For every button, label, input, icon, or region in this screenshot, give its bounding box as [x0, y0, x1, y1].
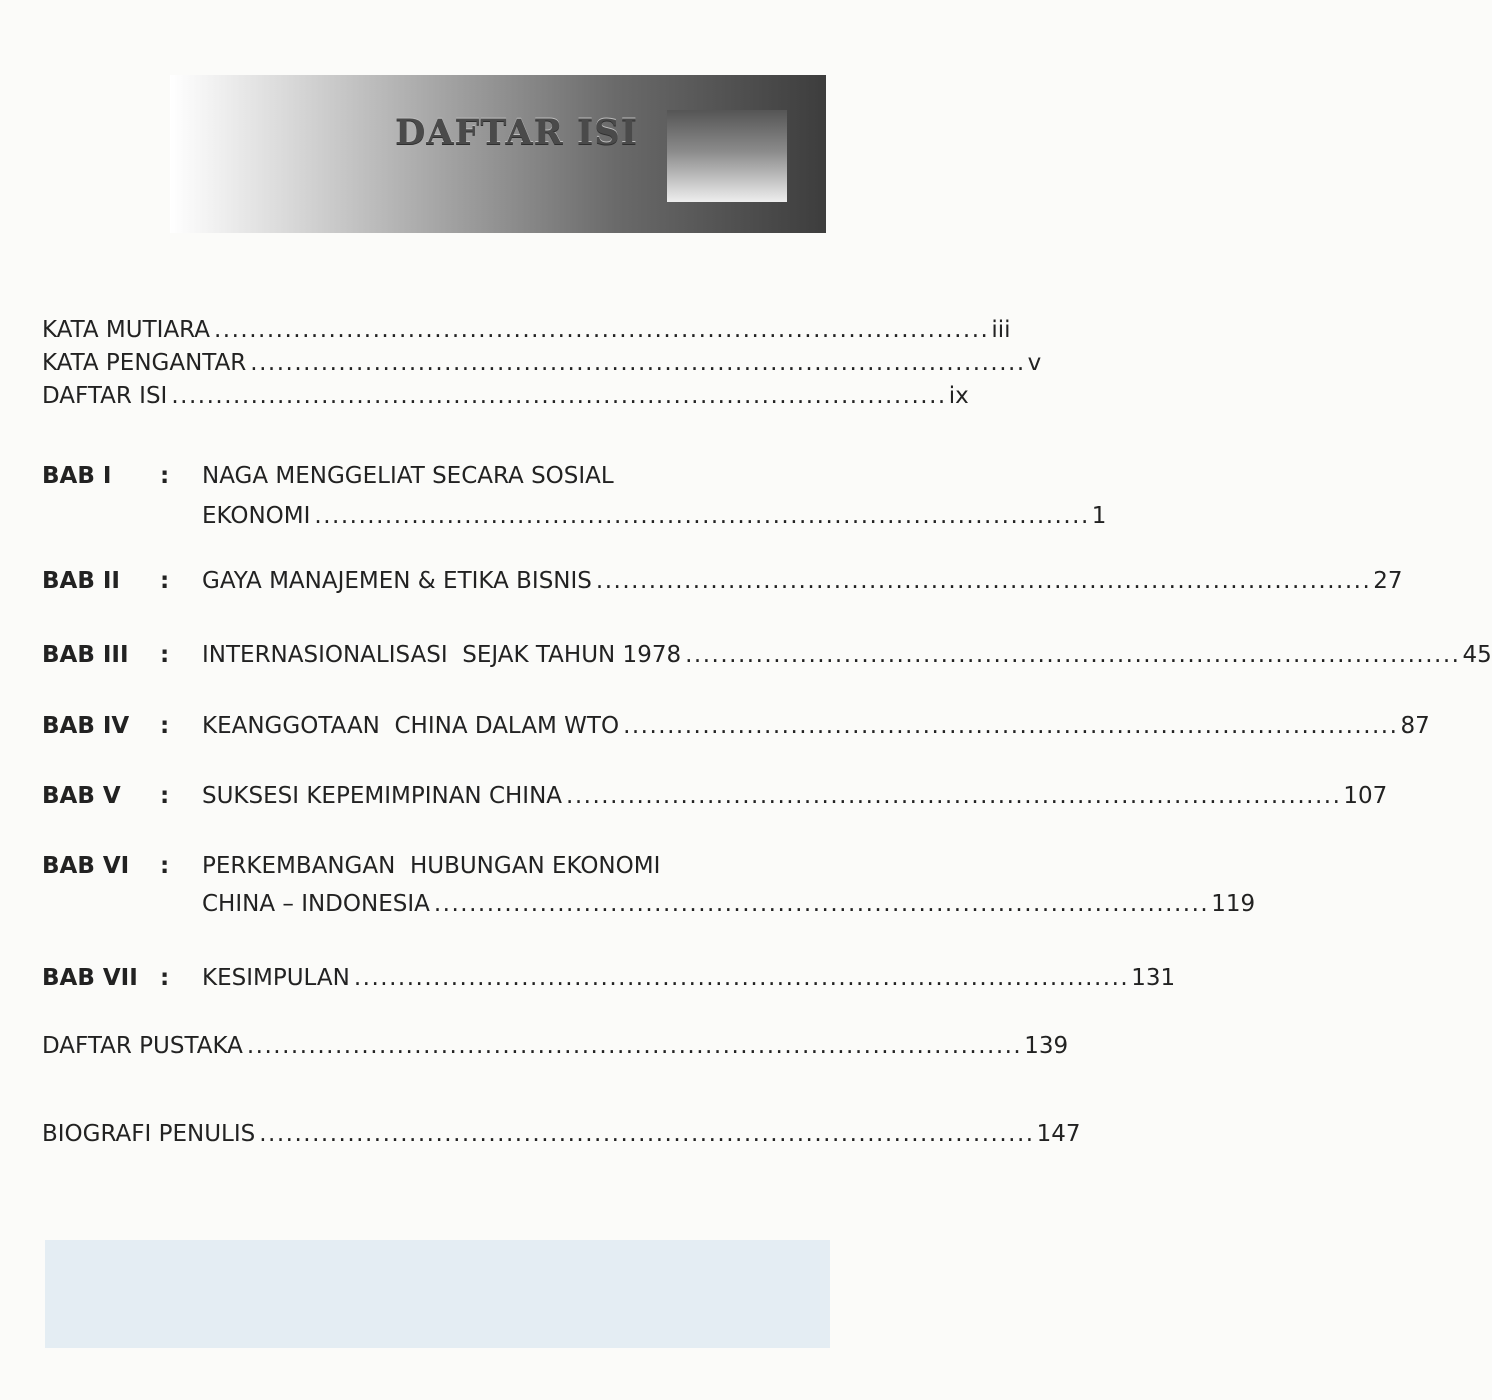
dot-leader: ........................................................................................ — [353, 965, 1130, 991]
toc-entry-label: BIOGRAFI PENULIS — [42, 1121, 256, 1147]
chapter-title: EKONOMI — [202, 503, 311, 529]
chapter-colon: : — [160, 568, 170, 594]
dot-leader: ........................................................................................ — [259, 1121, 1035, 1147]
dot-leader: ........................................................................................ — [246, 1033, 1023, 1059]
dot-leader: ........................................................................................ — [314, 503, 1090, 529]
chapter-number: BAB VII — [42, 965, 138, 991]
banner-decoration-box — [667, 110, 787, 202]
chapter-title-line1: PERKEMBANGAN HUBUNGAN EKONOMI — [202, 853, 661, 879]
toc-page-number: 87 — [1400, 713, 1430, 739]
chapter-number: BAB IV — [42, 713, 130, 739]
toc-entry-label: DAFTAR ISI — [42, 383, 168, 409]
page-title: DAFTAR ISI — [395, 112, 638, 153]
toc-entry-daftar-isi[interactable] — [42, 380, 969, 412]
chapter-number: BAB II — [42, 568, 120, 594]
toc-page-number: 27 — [1373, 568, 1403, 594]
chapter-colon: : — [160, 463, 170, 489]
toc-entry-bab-2[interactable] — [42, 565, 1403, 597]
toc-page-number: 45 — [1462, 642, 1492, 668]
chapter-colon: : — [160, 965, 170, 991]
dot-leader: ........................................................................................ — [566, 783, 1342, 809]
chapter-number: BAB III — [42, 642, 129, 668]
chapter-colon: : — [160, 853, 170, 879]
toc-entry-bab-5[interactable] — [42, 780, 1388, 812]
chapter-title: INTERNASIONALISASI SEJAK TAHUN 1978 — [202, 642, 682, 668]
toc-entry-bab-1[interactable] — [42, 460, 1107, 532]
toc-entry-label: KATA MUTIARA — [42, 317, 210, 343]
chapter-number: BAB V — [42, 783, 121, 809]
dot-leader: ........................................................................................ — [623, 713, 1399, 739]
toc-entry-bab-7[interactable] — [42, 962, 1176, 994]
chapter-title: KEANGGOTAAN CHINA DALAM WTO — [202, 713, 620, 739]
toc-page-number: 131 — [1131, 965, 1176, 991]
toc-entry-label: KATA PENGANTAR — [42, 350, 247, 376]
toc-page-number: 107 — [1343, 783, 1388, 809]
chapter-title: GAYA MANAJEMEN & ETIKA BISNIS — [202, 568, 592, 594]
dot-leader: ........................................................................................ — [595, 568, 1372, 594]
chapter-colon: : — [160, 713, 170, 739]
chapter-number: BAB VI — [42, 853, 130, 879]
toc-entry-daftar-pustaka[interactable] — [42, 1030, 1069, 1062]
toc-page-number: v — [1027, 350, 1042, 376]
dot-leader: ........................................................................................ — [250, 350, 1026, 376]
toc-page-number: 139 — [1024, 1033, 1069, 1059]
toc-entry-kata-pengantar[interactable] — [42, 347, 1042, 379]
dot-leader: ........................................................................................ — [685, 642, 1461, 668]
chapter-title: KESIMPULAN — [202, 965, 350, 991]
chapter-number: BAB I — [42, 463, 112, 489]
dot-leader: ........................................................................................ — [213, 317, 990, 343]
chapter-title: SUKSESI KEPEMIMPINAN CHINA — [202, 783, 563, 809]
toc-page-number: ix — [948, 383, 969, 409]
chapter-colon: : — [160, 783, 170, 809]
toc-entry-biografi-penulis[interactable] — [42, 1118, 1081, 1150]
toc-page-number: 119 — [1211, 891, 1256, 917]
toc-entry-bab-6[interactable] — [42, 850, 1256, 920]
toc-entry-bab-3[interactable] — [42, 639, 1492, 671]
chapter-title-line1: NAGA MENGGELIAT SECARA SOSIAL — [202, 463, 614, 489]
chapter-colon: : — [160, 642, 170, 668]
toc-entry-label: DAFTAR PUSTAKA — [42, 1033, 243, 1059]
dot-leader: ........................................................................................ — [433, 891, 1210, 917]
chapter-title: CHINA – INDONESIA — [202, 891, 430, 917]
show-through-bottom-block — [45, 1240, 830, 1348]
toc-page-number: iii — [991, 317, 1011, 343]
toc-page-number: 1 — [1091, 503, 1107, 529]
dot-leader: ........................................................................................ — [171, 383, 947, 409]
toc-page-number: 147 — [1036, 1121, 1081, 1147]
toc-entry-kata-mutiara[interactable] — [42, 314, 1011, 346]
toc-entry-bab-4[interactable] — [42, 710, 1430, 742]
